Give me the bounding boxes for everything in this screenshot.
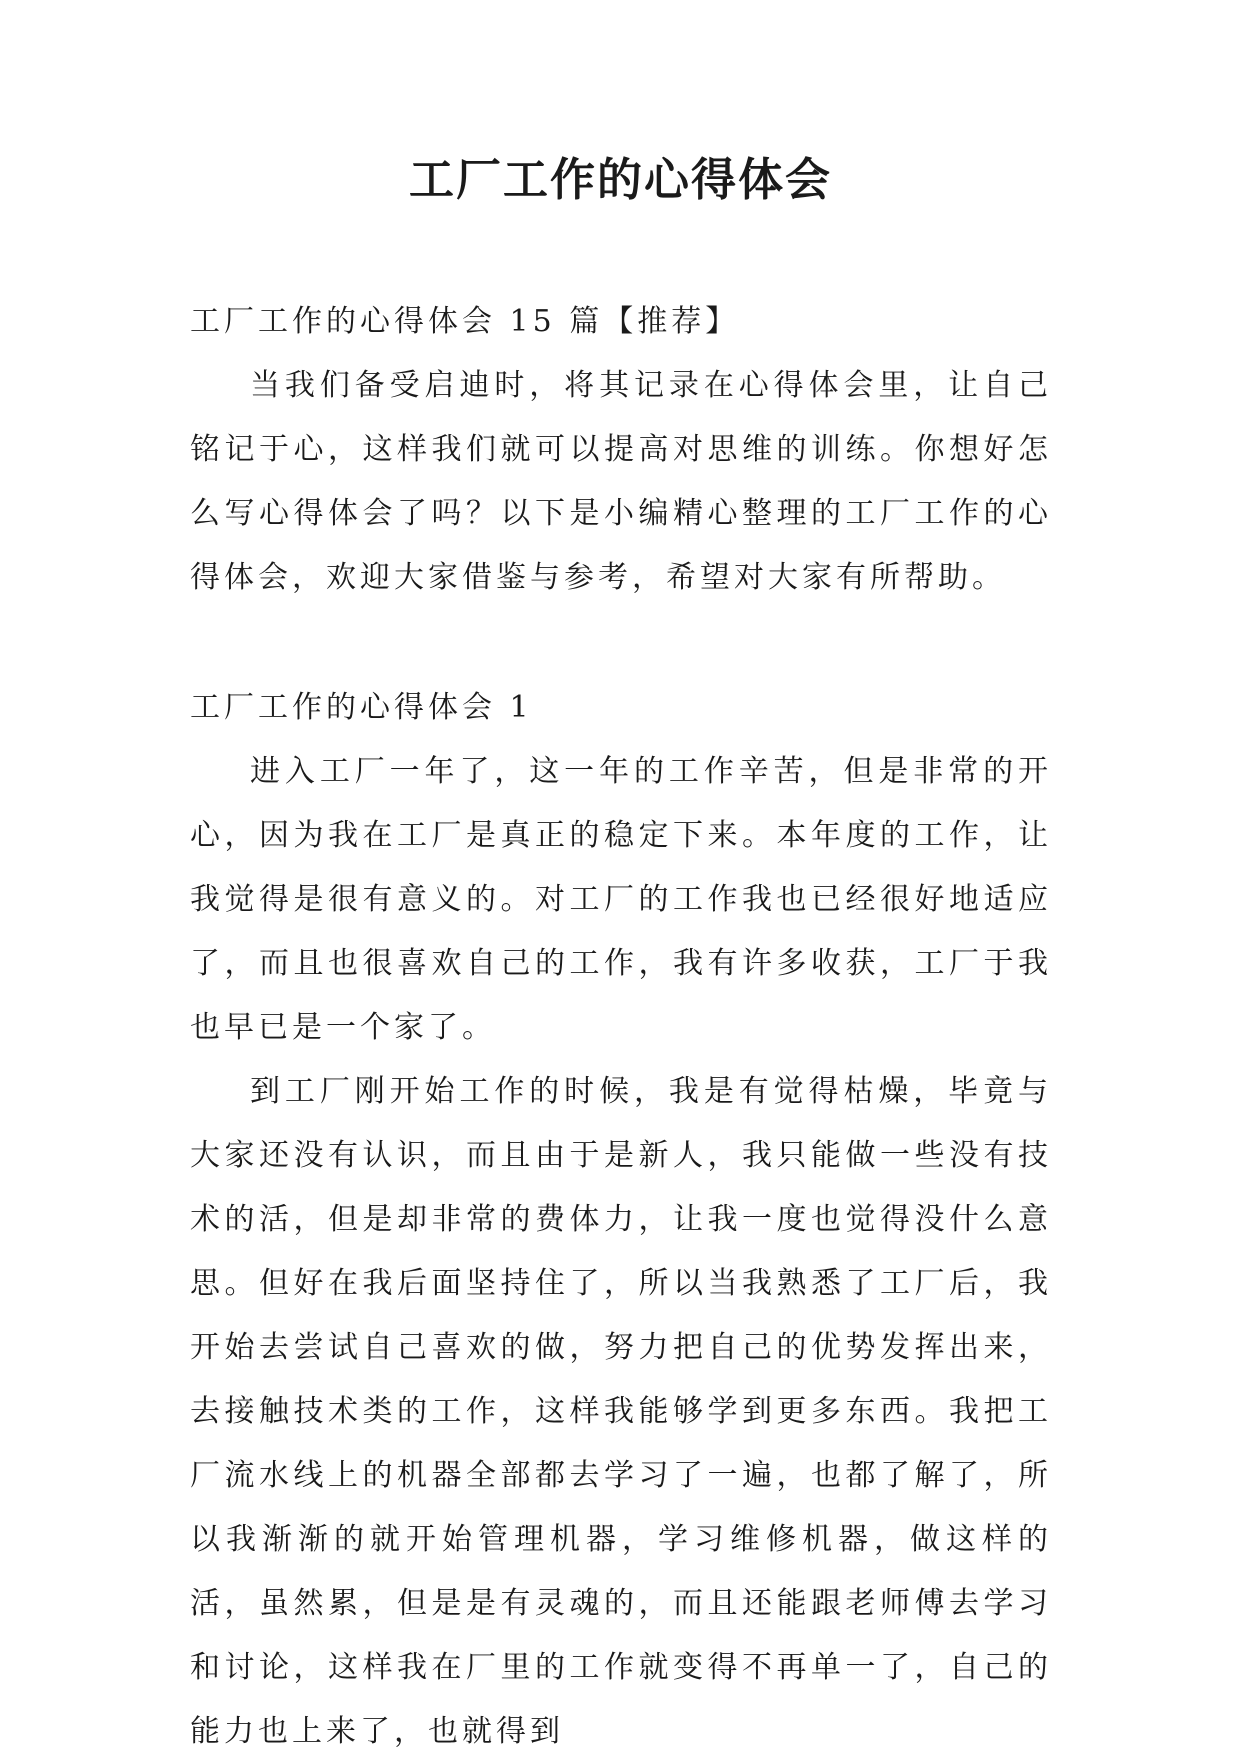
document-title: 工厂工作的心得体会: [408, 153, 832, 206]
section-spacer: [190, 610, 1052, 676]
document-subtitle: 工厂工作的心得体会 15 篇【推荐】: [190, 304, 740, 339]
intro-paragraph: 当我们备受启迪时，将其记录在心得体会里，让自己铭记于心，这样我们就可以提高对思维的训练。你想好怎么写心得体会了吗？以下是小编精心整理的工厂工作的心得体会，欢迎大家借鉴与参考，希望对大家有所帮助。: [190, 368, 1052, 595]
document-body: [190, 290, 1052, 1764]
section-paragraph: 到工厂刚开始工作的时候，我是有觉得枯燥，毕竟与大家还没有认识，而且由于是新人，我只能做一些没有技术的活，但是却非常的费体力，让我一度也觉得没什么意思。但好在我后面坚持住了，所以当我熟悉了工厂后，我开始去尝试自己喜欢的做，努力把自己的优势发挥出来，去接触技术类的工作，这样我能够学到更多东西。我把工厂流水线上的机器全部都去学习了一遍，也都了解了，所以我渐渐的就开始管理机器，学习维修机器，做这样的活，虽然累，但是是有灵魂的，而且还能跟老师傅去学习和讨论，这样我在厂里的工作就变得不再单一了，自己的能力也上来了，也就得到: [190, 1074, 1052, 1749]
section-heading: 工厂工作的心得体会 1: [190, 690, 533, 725]
section-paragraph: 进入工厂一年了，这一年的工作辛苦，但是非常的开心，因为我在工厂是真正的稳定下来。本年度的工作，让我觉得是很有意义的。对工厂的工作我也已经很好地适应了，而且也很喜欢自己的工作，我有许多收获，工厂于我也早已是一个家了。: [190, 754, 1052, 1045]
